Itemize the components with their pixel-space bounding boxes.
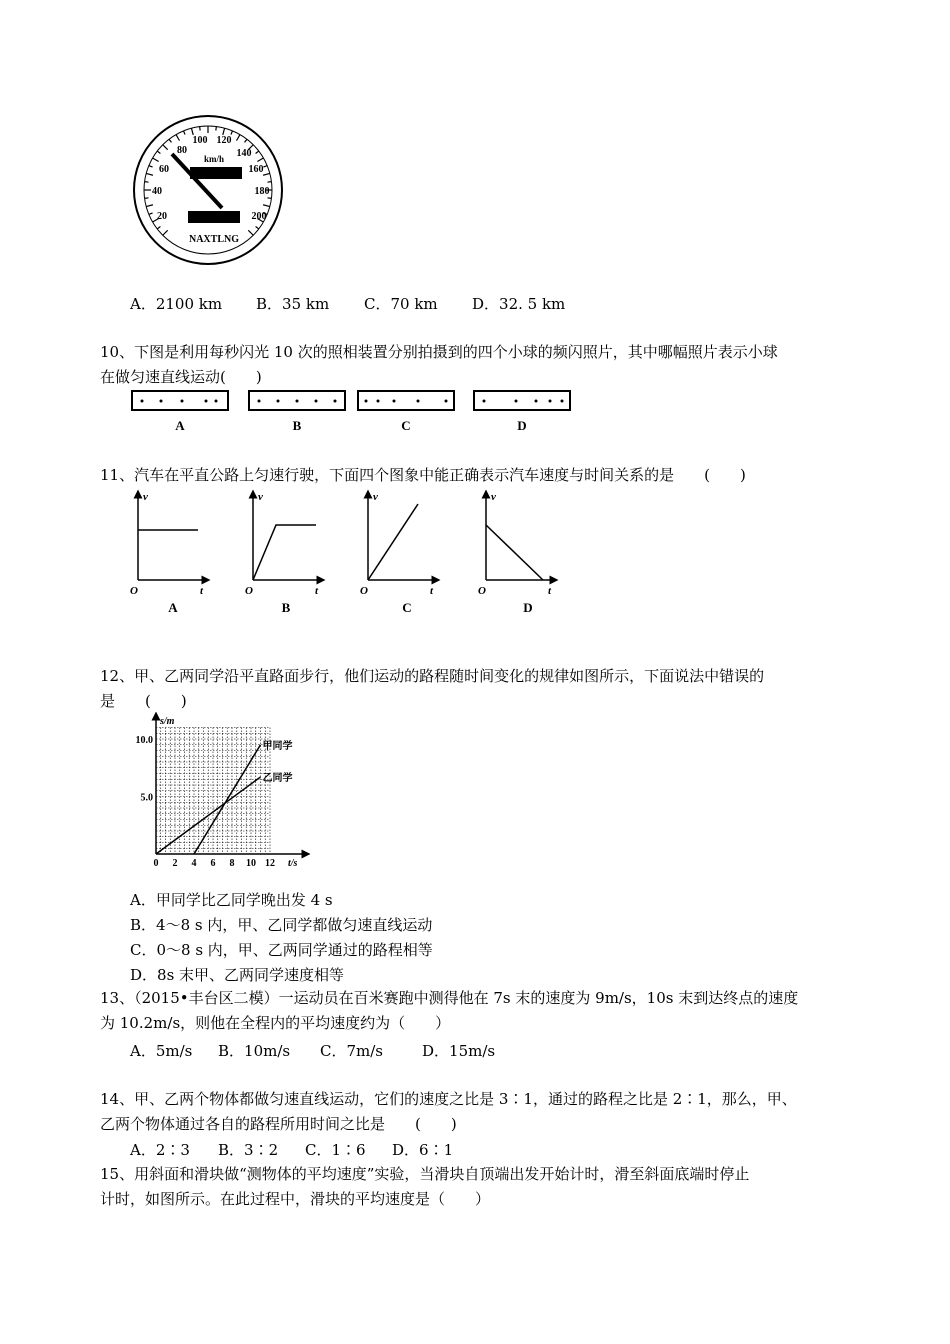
graph-label-b: B	[281, 600, 291, 615]
q9-option-d: D．32. 5 km	[472, 295, 566, 313]
graph-d-line	[486, 525, 543, 580]
dial-label-180: 180	[254, 186, 270, 197]
odometer-lower	[188, 211, 240, 223]
dial-tick	[216, 127, 217, 131]
q12-option-b: B．4～8 s 内，甲、乙同学都做匀速直线运动	[130, 916, 433, 934]
st-y-label: s/m	[160, 716, 175, 727]
graph-a-v: v	[143, 491, 148, 503]
q12-option-a: A．甲同学比乙同学晚出发 4 s	[130, 891, 333, 909]
dial-tick	[267, 182, 271, 183]
q14-option-a: A．2∶3	[130, 1141, 190, 1159]
graph-b-t: t	[315, 585, 319, 597]
q12-text-line2: 是 ( )	[100, 692, 187, 710]
graph-c-v: v	[373, 491, 378, 503]
vt-graphs	[128, 488, 588, 618]
q14-text-line1: 14、甲、乙两个物体都做匀速直线运动，它们的速度之比是 3∶1，通过的路程之比是 2∶1，那么，甲、	[100, 1090, 797, 1108]
q15-text-line1: 15、用斜面和滑块做“测物体的平均速度”实验，当滑块自顶端出发开始计时，滑至斜面底端时停止	[100, 1165, 750, 1183]
graph-c-line	[368, 504, 418, 580]
q13-text-line1: 13、（2015•丰台区二模）一运动员在百米赛跑中测得他在 7s 末的速度为 9m/s，10s 末到达终点的速度	[100, 989, 799, 1007]
st-x-tick: 6	[210, 858, 216, 869]
st-x-tick: 10	[246, 858, 256, 869]
q12-option-d: D．8s 末甲、乙两同学速度相等	[130, 966, 345, 984]
q12-option-c: C．0～8 s 内，甲、乙两同学通过的路程相等	[130, 941, 433, 959]
st-legend-1: 乙同学	[262, 772, 293, 784]
q13-option-b: B．10m/s	[218, 1042, 291, 1060]
st-chart	[128, 712, 328, 872]
graph-a-o: O	[130, 585, 138, 597]
graph-b-line	[253, 525, 316, 580]
graph-c-o: O	[360, 585, 368, 597]
odometer-upper	[190, 167, 242, 179]
st-y-tick: 10.0	[135, 735, 153, 746]
dial-tick	[267, 198, 271, 199]
graph-b-o: O	[245, 585, 253, 597]
graph-label-c: C	[402, 600, 412, 615]
q14-option-b: B．3∶2	[218, 1141, 279, 1159]
q9-option-b: B．35 km	[256, 295, 330, 313]
photo-c-dot	[365, 400, 368, 403]
photo-label-c: C	[401, 418, 411, 433]
q11-text-line1: 11、汽车在平直公路上匀速行驶，下面四个图象中能正确表示汽车速度与时间关系的是 ( )	[100, 466, 746, 484]
photo-label-b: B	[292, 418, 302, 433]
dial-label-40: 40	[152, 186, 162, 197]
st-x-tick: 0	[153, 858, 159, 869]
dial-label-160: 160	[248, 164, 264, 175]
dial-label-100: 100	[192, 135, 208, 146]
st-x-tick: 2	[172, 858, 178, 869]
dial-label-200: 200	[251, 211, 267, 222]
q12-text-line1: 12、甲、乙两同学沿平直路面步行，他们运动的路程随时间变化的规律如图所示，下面说法中错误的	[100, 667, 765, 685]
dial-label-60: 60	[159, 164, 169, 175]
q13-option-c: C．7m/s	[320, 1042, 383, 1060]
q15-text-line2: 计时，如图所示。在此过程中，滑块的平均速度是（ ）	[100, 1190, 491, 1208]
st-y-tick: 5.0	[140, 792, 153, 804]
speedometer-brand: NAXTLNG	[188, 234, 240, 245]
dial-label-120: 120	[216, 135, 232, 146]
q14-option-c: C．1∶6	[305, 1141, 366, 1159]
q14-text-line2: 乙两个物体通过各自的路程所用时间之比是 ( )	[100, 1115, 457, 1133]
st-x-tick: 4	[191, 858, 197, 869]
graph-d-v: v	[491, 491, 496, 503]
dial-tick	[200, 127, 201, 131]
graph-label-a: A	[168, 600, 178, 615]
graph-label-d: D	[523, 600, 533, 615]
dial-tick	[145, 198, 149, 199]
st-x-label: t/s	[288, 858, 298, 869]
q14-option-d: D．6∶1	[392, 1141, 454, 1159]
st-legend-0: 甲同学	[262, 740, 293, 752]
photo-label-a: A	[175, 418, 185, 433]
dial-label-80: 80	[177, 145, 187, 156]
photo-a-dot	[141, 400, 144, 403]
photo-d-dot	[483, 400, 486, 403]
q10-text-line2: 在做匀速直线运动( )	[100, 368, 262, 386]
graph-d-o: O	[478, 585, 486, 597]
graph-d-t: t	[548, 585, 552, 597]
graph-b-v: v	[258, 491, 263, 503]
q9-option-a: A．2100 km	[130, 295, 223, 313]
st-x-tick: 8	[229, 858, 235, 869]
flash-photos	[128, 388, 578, 436]
dial-label-140: 140	[236, 148, 252, 159]
speedometer-figure	[130, 112, 290, 272]
graph-a-t: t	[200, 585, 204, 597]
dial-tick	[145, 182, 149, 183]
q13-option-d: D．15m/s	[422, 1042, 496, 1060]
dial-label-20: 20	[157, 211, 167, 222]
q10-text-line1: 10、下图是利用每秒闪光 10 次的照相装置分别拍摄到的四个小球的频闪照片，其中哪幅照片表示小球	[100, 343, 778, 361]
st-x-tick: 12	[265, 858, 275, 869]
photo-label-d: D	[517, 418, 527, 433]
q9-option-c: C．70 km	[364, 295, 438, 313]
speed-unit: km/h	[203, 154, 225, 164]
graph-c-t: t	[430, 585, 434, 597]
q13-option-a: A．5m/s	[130, 1042, 193, 1060]
q13-text-line2: 为 10.2m/s，则他在全程内的平均速度约为（ ）	[100, 1014, 451, 1032]
photo-b-dot	[258, 400, 261, 403]
